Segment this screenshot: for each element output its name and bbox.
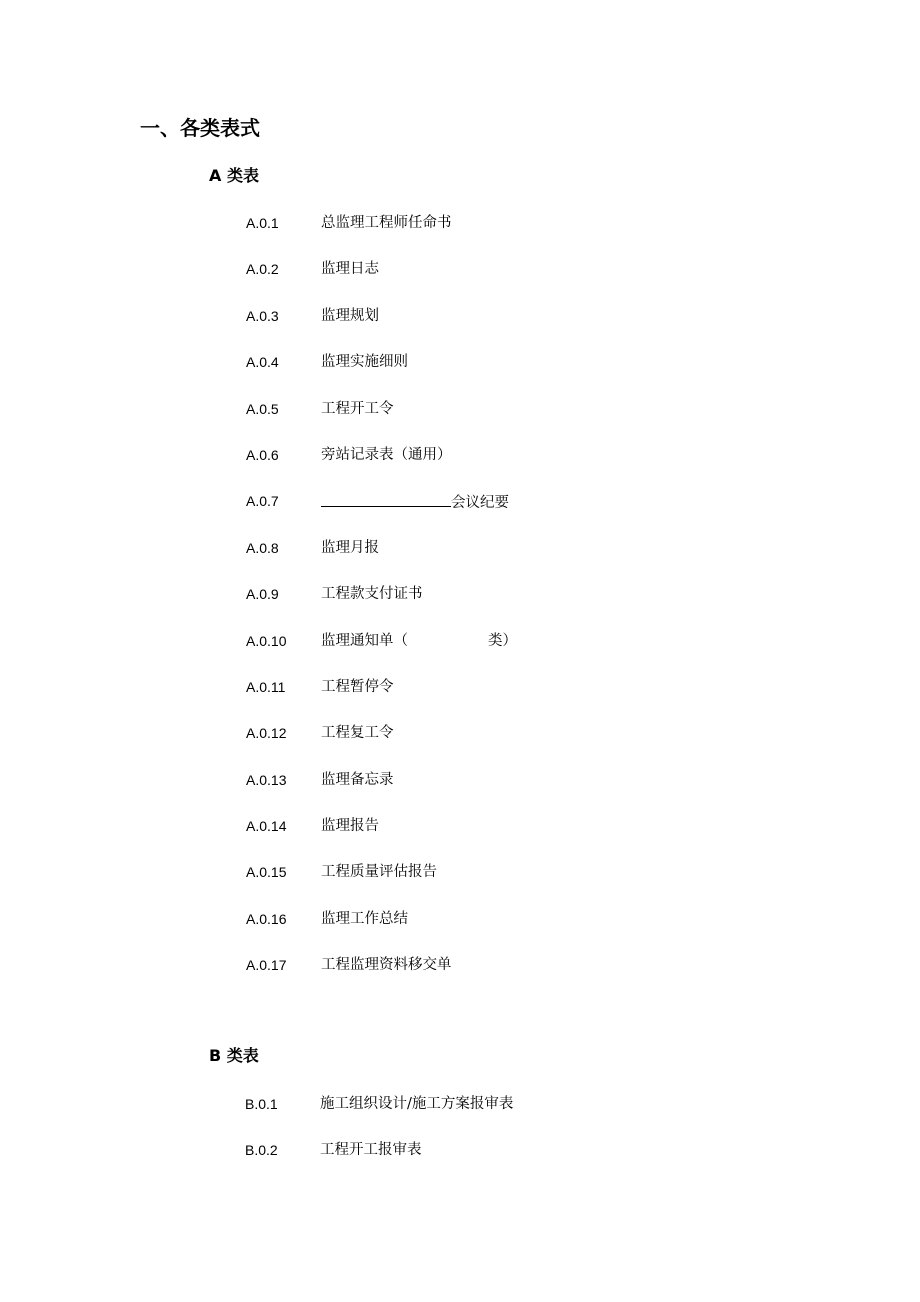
item-title: 监理实施细则 [321,354,408,371]
fill-in-blank-line [321,490,451,507]
item-code: B.0.1 [245,1096,278,1112]
list-item [245,1139,513,1185]
item-title: 监理备忘录 [321,771,394,788]
item-title: 工程复工令 [321,725,394,742]
item-title-prefix: 监理通知单（ [321,632,408,649]
item-title: 工程开工令 [321,400,394,417]
item-code: A.0.2 [246,261,279,278]
list-item [246,954,517,1000]
item-code: A.0.15 [246,864,287,881]
list-item [246,630,517,676]
item-code: A.0.1 [246,215,279,231]
list-item [246,537,517,583]
item-title-with-blank [321,490,509,514]
item-code: A.0.11 [246,678,286,695]
item-code: A.0.17 [246,957,287,974]
item-code: A.0.16 [246,910,287,927]
item-title-with-blank [321,630,517,652]
item-code: A.0.4 [246,354,279,371]
list-item [246,258,517,304]
item-title: 监理报告 [321,818,379,835]
item-title: 工程质量评估报告 [321,864,437,881]
item-code: B.0.2 [245,1142,278,1159]
item-title: 工程监理资料移交单 [321,957,452,974]
item-code: A.0.5 [246,400,279,417]
item-title-suffix: 类） [488,632,517,649]
item-code: A.0.9 [246,586,279,603]
section-title: 一、各类表式 [140,116,260,140]
item-code: A.0.7 [246,493,279,510]
item-code: A.0.13 [246,771,287,788]
list-item [246,815,517,861]
item-title: 监理日志 [321,261,379,278]
list-item [246,444,517,490]
item-title: 旁站记录表（通用） [321,446,452,463]
item-title: 工程暂停令 [321,678,394,695]
list-item [245,1093,513,1139]
category-a-list [246,212,517,1001]
list-item [246,583,517,629]
item-title: 监理工作总结 [321,910,408,927]
item-code: A.0.12 [246,725,287,742]
item-title: 监理月报 [321,539,379,556]
list-item [246,908,517,954]
item-title: 工程开工报审表 [320,1142,422,1159]
item-title: 工程款支付证书 [321,586,423,603]
list-item [246,722,517,768]
list-item [246,490,517,536]
category-b-list [245,1093,513,1186]
item-code: A.0.6 [246,446,279,463]
item-code: A.0.10 [246,632,287,649]
category-heading-a: A 类表 [209,166,259,185]
list-item [246,398,517,444]
category-heading-b: B 类表 [209,1046,259,1065]
list-item [246,861,517,907]
item-code: A.0.3 [246,307,279,324]
list-item [246,676,517,722]
item-code: A.0.14 [246,818,287,835]
item-title: 会议纪要 [451,495,509,512]
list-item [246,212,517,258]
list-item [246,769,517,815]
item-title: 施工组织设计/施工方案报审表 [320,1096,514,1112]
item-title: 监理规划 [321,307,379,324]
list-item [246,351,517,397]
list-item [246,305,517,351]
item-code: A.0.8 [246,539,279,556]
item-title: 总监理工程师任命书 [321,215,452,231]
